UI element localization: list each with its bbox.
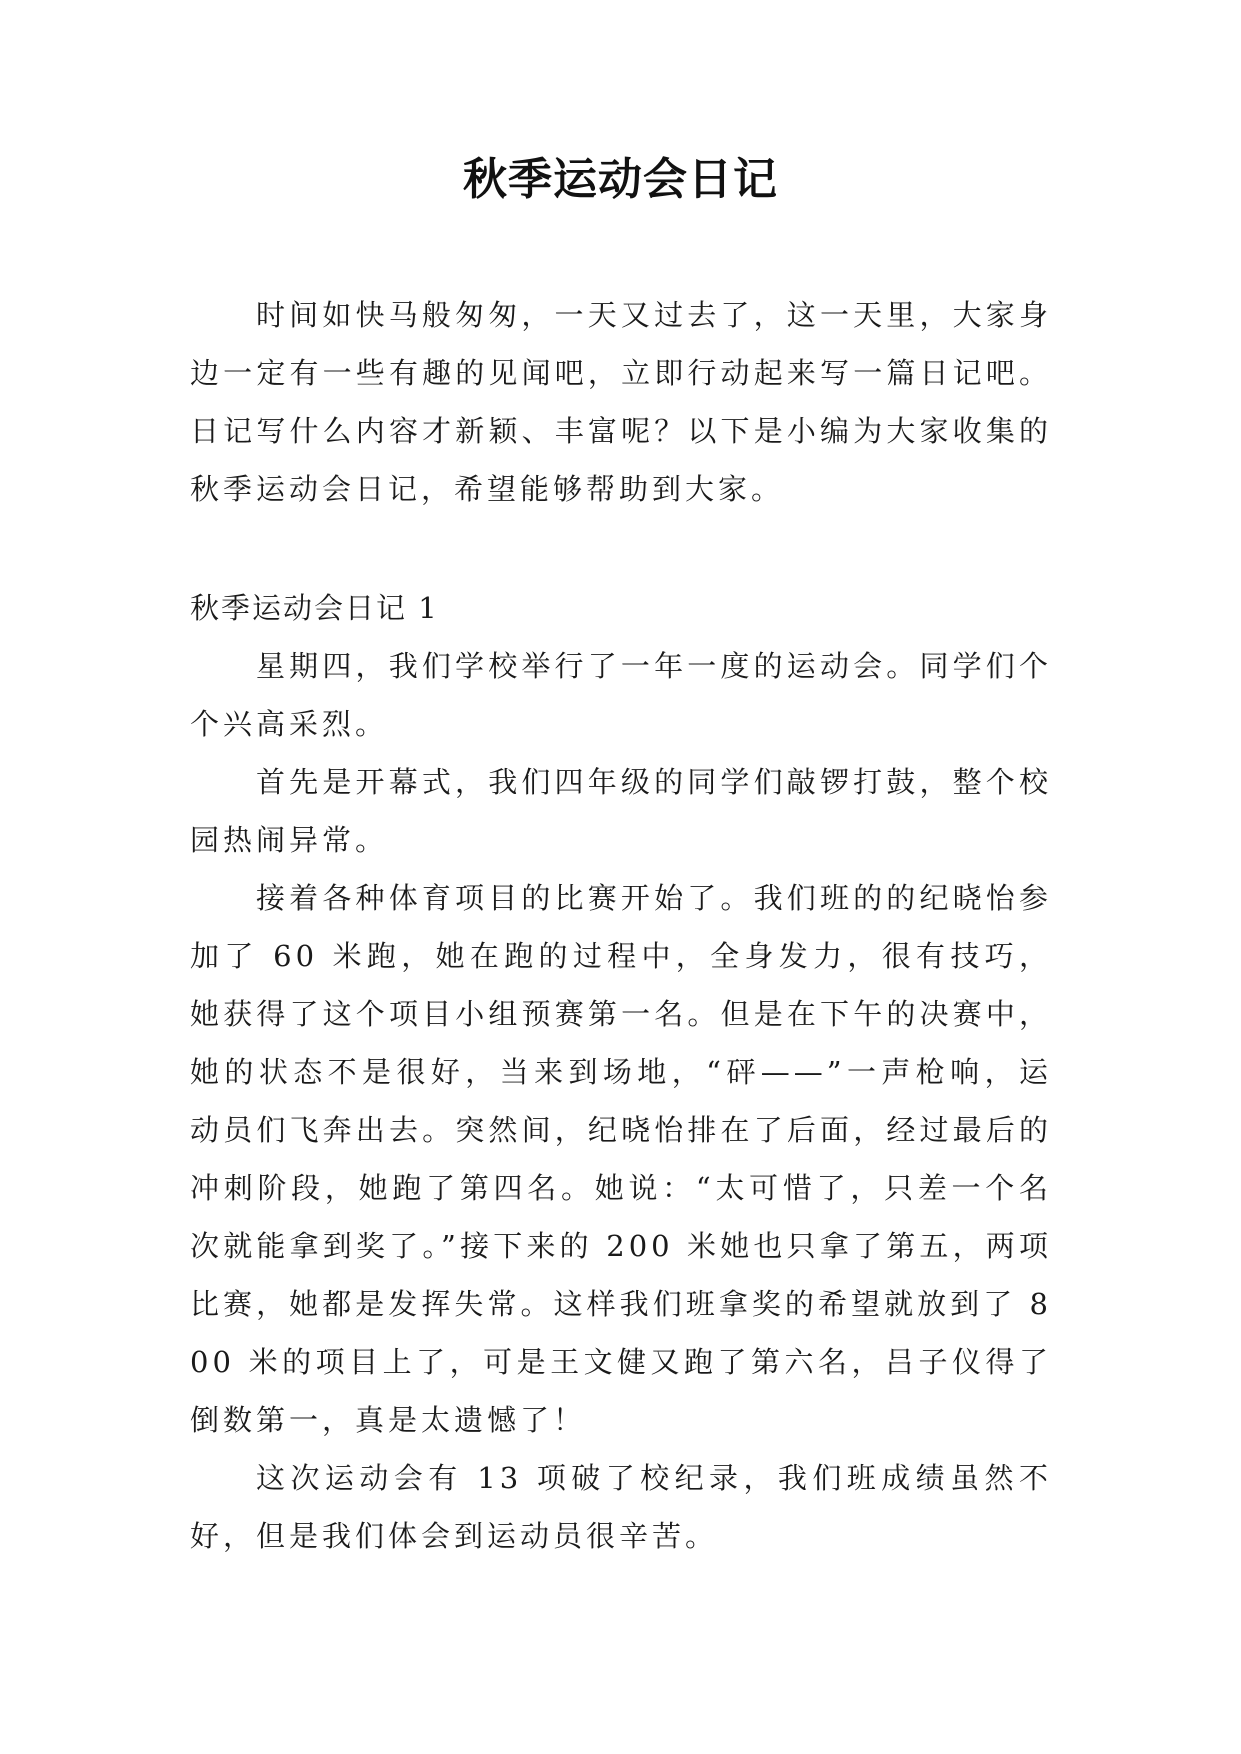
section-heading: 秋季运动会日记 1 [190,591,439,625]
diary-body [190,637,1052,1565]
diary-paragraph-3: 接着各种体育项目的比赛开始了。我们班的的纪晓怡参加了 60 米跑，她在跑的过程中，全身发力，很有技巧，她获得了这个项目小组预赛第一名。但是在下午的决赛中，她的状态不是很好，当来到场地，“砰——”一声枪响，运动员们飞奔出去。突然间，纪晓怡排在了后面，经过最后的冲刺阶段，她跑了第四名。她说：“太可惜了，只差一个名次就能拿到奖了。”接下来的 200 米她也只拿了第五，两项比赛，她都是发挥失常。这样我们班拿奖的希望就放到了 800 米的项目上了，可是王文健又跑了第六名，吕子仪得了倒数第一，真是太遗憾了！ [190,881,1052,1437]
diary-paragraph-4: 这次运动会有 13 项破了校纪录，我们班成绩虽然不好，但是我们体会到运动员很辛苦。 [190,1461,1052,1553]
intro-paragraph: 时间如快马般匆匆，一天又过去了，这一天里，大家身边一定有一些有趣的见闻吧，立即行动起来写一篇日记吧。日记写什么内容才新颖、丰富呢？以下是小编为大家收集的秋季运动会日记，希望能够帮助到大家。 [190,298,1052,506]
diary-paragraph-2: 首先是开幕式，我们四年级的同学们敲锣打鼓，整个校园热闹异常。 [190,765,1052,857]
diary-paragraph-1: 星期四，我们学校举行了一年一度的运动会。同学们个个兴高采烈。 [190,649,1052,741]
document-title: 秋季运动会日记 [463,154,778,205]
